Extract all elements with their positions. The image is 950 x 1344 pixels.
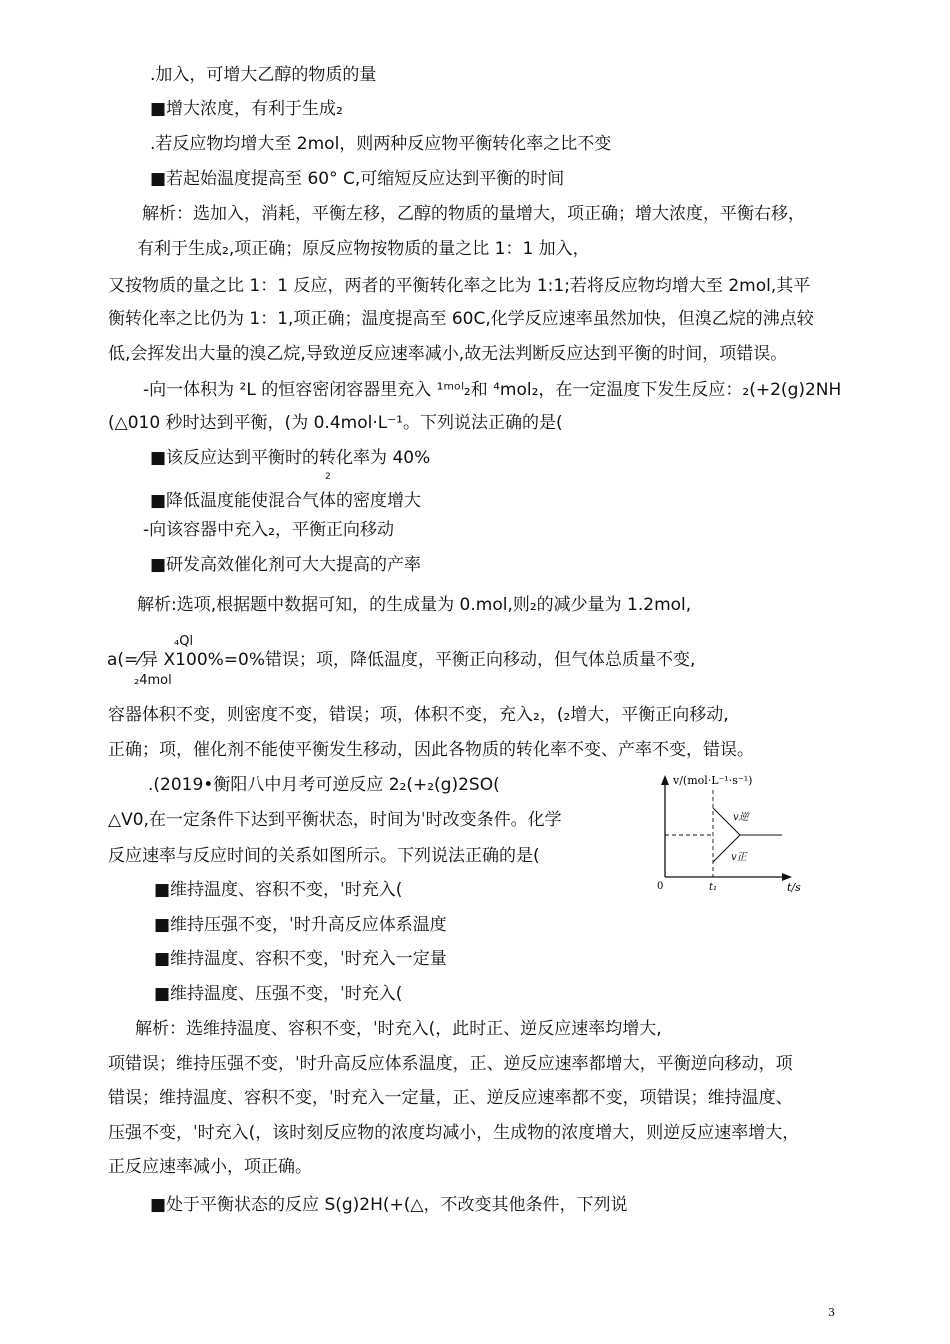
text-line: -向该容器中充入₂，平衡正向移动 (143, 520, 394, 540)
text-line: 有利于生成₂,项正确；原反应物按物质的量之比 1：1 加入， (137, 239, 590, 259)
subscript-mark: 2 (325, 472, 331, 482)
text-line: ■若起始温度提高至 60° C,可缩短反应达到平衡的时间 (150, 169, 565, 189)
text-line: ■维持温度、压强不变，ˈ时充入( (154, 984, 403, 1004)
text-line: a(=⁄异 X100%=0%错误；项，降低温度，平衡正向移动，但气体总质量不变, (107, 650, 696, 670)
text-line: .若反应物均增大至 2mol，则两种反应物平衡转化率之比不变 (150, 134, 612, 154)
text-line: ■研发高效催化剂可大大提高的产率 (150, 555, 422, 575)
text-line: ■处于平衡状态的反应 S(g)2H(+(△，不改变其他条件，下列说 (150, 1195, 628, 1215)
text-line: △V0,在一定条件下达到平衡状态，时间为ˈ时改变条件。化学 (108, 810, 562, 830)
text-line: 解析:选项,根据题中数据可知，的生成量为 0.mol,则₂的减少量为 1.2mol, (137, 595, 692, 615)
text-line: 压强不变，ˈ时充入(，该时刻反应物的浓度均减小，生成物的浓度增大，则逆反应速率增大， (108, 1123, 800, 1143)
fraction-numerator: ₄Ql (174, 634, 194, 649)
text-line: 解析：选维持温度、容积不变，ˈ时充入(，此时正、逆反应速率均增大, (135, 1019, 662, 1039)
page-number: 3 (828, 1306, 835, 1319)
fraction-denominator: ₂4mol (134, 673, 172, 688)
text-line: ■维持温度、容积不变，ˈ时充入一定量 (154, 949, 447, 969)
text-line: 解析：选加入，消耗，平衡左移，乙醇的物质的量增大，项正确；增大浓度，平衡右移， (142, 204, 805, 224)
rate-time-chart (655, 770, 815, 895)
text-line: 衡转化率之比仍为 1：1,项正确；温度提高至 60C,化学反应速率虽然加快，但溴乙烷的沸点较 (108, 309, 814, 329)
text-line: (△010 秒时达到平衡，(为 0.4mol·L⁻¹。下列说法正确的是( (108, 413, 563, 433)
text-line: 错误；维持温度、容积不变，ˈ时充入一定量，正、逆反应速率都不变，项错误；维持温度、 (108, 1088, 793, 1108)
origin-label: 0 (657, 881, 664, 892)
y-axis-label: v/(mol·L⁻¹·s⁻¹) (673, 774, 753, 787)
text-line: 反应速率与反应时间的关系如图所示。下列说法正确的是( (108, 846, 540, 866)
text-line: ■增大浓度，有利于生成₂ (150, 99, 343, 119)
text-line: .加入，可增大乙醇的物质的量 (150, 65, 377, 85)
v-reverse-label: v逆 (733, 812, 749, 823)
text-line: 项错误；维持压强不变，ˈ时升高反应体系温度，正、逆反应速率都增大，平衡逆向移动，项 (108, 1054, 793, 1074)
text-line: -向一体积为 ²L 的恒容密闭容器里充入 ¹ᵐᵒˡ₂和 ⁴mol₂，在一定温度下发生反应：₂(+2(g)2NH (143, 380, 842, 400)
x-axis-arrow (782, 873, 792, 881)
text-line: ■维持压强不变，ˈ时升高反应体系温度 (154, 915, 447, 935)
text-line: ■该反应达到平衡时的转化率为 40% (150, 448, 431, 468)
y-axis-arrow (661, 775, 669, 785)
text-line: 容器体积不变，则密度不变，错误；项，体积不变，充入₂，(₂增大，平衡正向移动, (108, 705, 729, 725)
v-forward-label: v正 (731, 852, 747, 863)
text-line: 又按物质的量之比 1：1 反应，两者的平衡转化率之比为 1:1;若将反应物均增大至 2mol,其平 (108, 276, 811, 296)
text-line: .(2019•衡阳八中月考可逆反应 2₂(+₂(g)2SO( (148, 775, 500, 795)
t1-label: t₁ (709, 882, 718, 893)
text-line: ■维持温度、容积不变，ˈ时充入( (154, 880, 403, 900)
x-axis-label: t/s (787, 881, 801, 894)
text-line: ■降低温度能使混合气体的密度增大 (150, 491, 422, 511)
text-line: 正确；项，催化剂不能使平衡发生移动，因此各物质的转化率不变、产率不变，错误。 (108, 740, 754, 760)
text-line: 正反应速率减小，项正确。 (108, 1157, 312, 1177)
text-line: 低,会挥发出大量的溴乙烷,导致逆反应速率减小,故无法判断反应达到平衡的时间，项错误。 (108, 344, 788, 364)
